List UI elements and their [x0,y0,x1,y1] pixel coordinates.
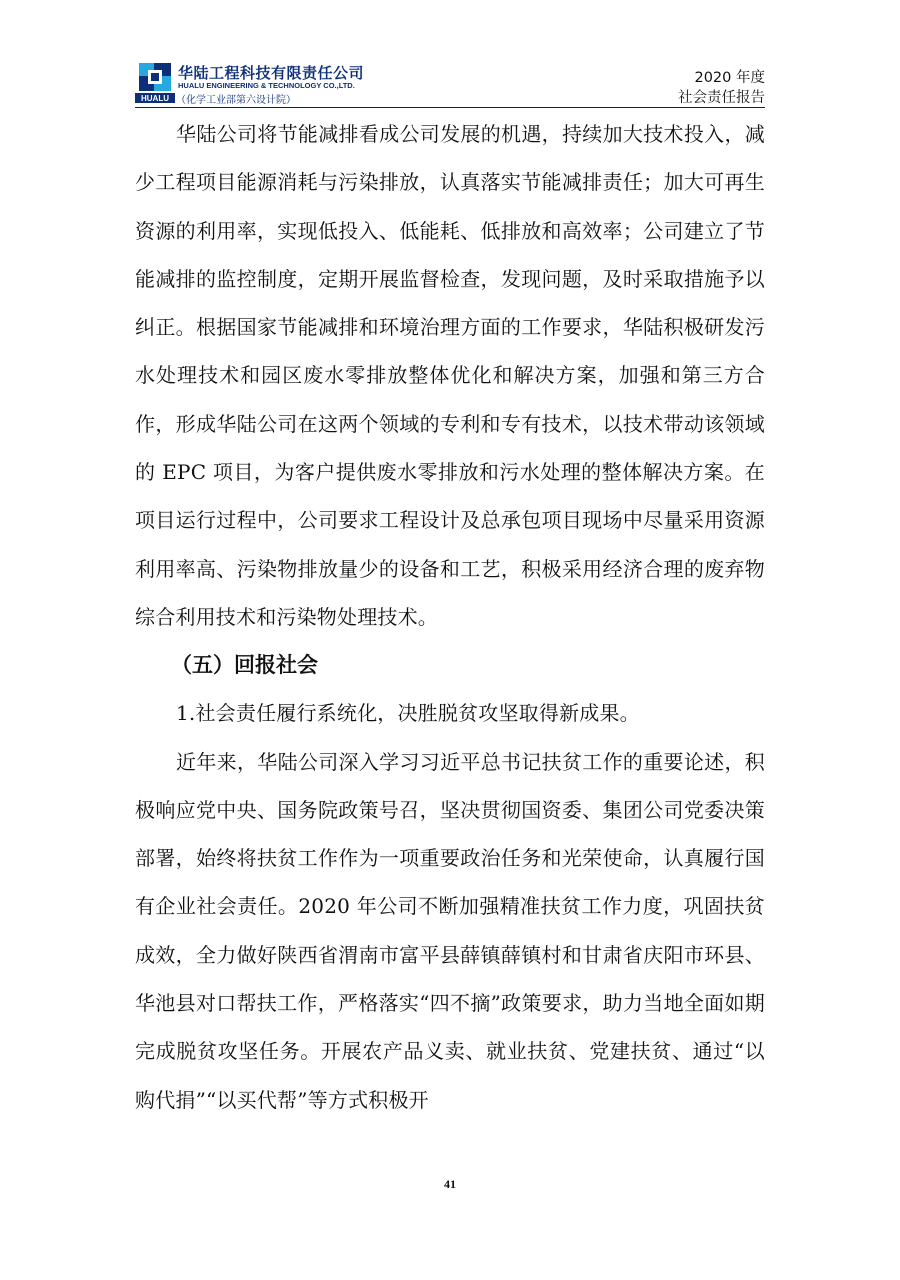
report-year: 2020 年度 [694,70,765,86]
hualu-logo-icon [135,60,175,104]
company-name-cn: 华陆工程科技有限责任公司 [178,64,365,82]
company-name-en: HUALU ENGINEERING & TECHNOLOGY CO.,LTD. [178,81,355,90]
page-header [0,0,900,112]
paragraph-poverty-alleviation: 近年来，华陆公司深入学习习近平总书记扶贫工作的重要论述，积极响应党中央、国务院政策号召，坚决贯彻国资委、集团公司党委决策部署，始终将扶贫工作作为一项重要政治任务和光荣使命，认真履行国有企业社会责任。2020 年公司不断加强精准扶贫工作力度，巩固扶贫成效，全力做好陕西省渭南市富平县薛镇薛镇村和甘肃省庆阳市环县、华池县对口帮扶工作，严格落实“四不摘”政策要求，助力当地全面如期完成脱贫攻坚任务。开展农产品义卖、就业扶贫、党建扶贫、通过“以购代捐”“以买代帮”等方式积极开 [135,749,765,1112]
header-divider [135,107,765,108]
section-heading: （五）回报社会 [171,653,318,678]
report-title: 社会责任报告 [678,90,765,106]
logo-text: HUALU [141,94,169,103]
page-content [135,110,765,1124]
paragraph-energy-saving: 华陆公司将节能减排看成公司发展的机遇，持续加大技术投入，减少工程项目能源消耗与污染排放，认真落实节能减排责任；加大可再生资源的利用率，实现低投入、低能耗、低排放和高效率；公司建立了节能减排的监控制度，定期开展监督检查，发现问题，及时采取措施予以纠正。根据国家节能减排和环境治理方面的工作要求，华陆积极研发污水处理技术和园区废水零排放整体优化和解决方案，加强和第三方合作，形成华陆公司在这两个领域的专利和专有技术，以技术带动该领域的 EPC 项目，为客户提供废水零排放和污水处理的整体解决方案。在项目运行过程中，公司要求工程设计及总承包项目现场中尽量采用资源利用率高、污染物排放量少的设备和工艺，积极采用经济合理的废弃物综合利用技术和污染物处理技术。 [135,122,765,629]
page-number: 41 [444,1177,456,1191]
company-subtitle: （化学工业部第六设计院） [176,95,296,106]
sub-heading: 1.社会责任履行系统化，决胜脱贫攻坚取得新成果。 [176,701,640,726]
